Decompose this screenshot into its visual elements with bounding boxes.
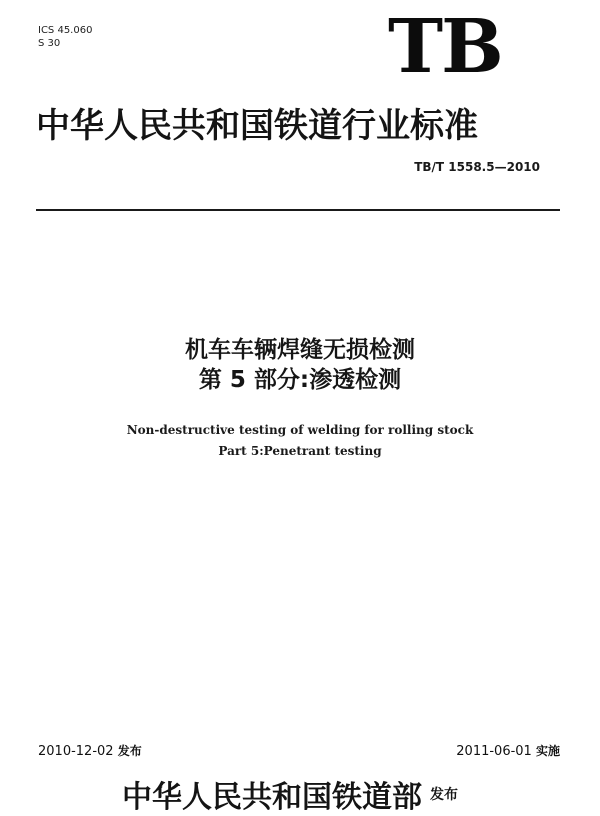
implementation-date-suffix: 实施 bbox=[535, 744, 560, 758]
title-cn-line1: 机车车辆焊缝无损检测 bbox=[185, 337, 415, 363]
title-cn-line2: 第 5 部分:渗透检测 bbox=[198, 367, 402, 393]
standard-number: TB/T 1558.5—2010 bbox=[414, 160, 540, 174]
ics-code: ICS 45.060 bbox=[38, 25, 93, 36]
publisher-suffix: 发布 bbox=[430, 787, 458, 803]
category-code: S 30 bbox=[38, 38, 61, 49]
tb-logo: TB bbox=[388, 4, 502, 90]
issue-date bbox=[38, 743, 142, 760]
issue-date-value: 2010-12-02 bbox=[38, 744, 114, 759]
issuer-title: 中华人民共和国铁道行业标准 bbox=[36, 106, 478, 146]
implementation-date-value: 2011-06-01 bbox=[456, 744, 532, 759]
classification-codes bbox=[38, 24, 92, 50]
title-en-line1: Non-destructive testing of welding for rolling stock bbox=[126, 423, 474, 437]
implementation-date bbox=[456, 743, 560, 760]
issue-date-suffix: 发布 bbox=[117, 744, 142, 758]
publisher bbox=[122, 777, 458, 816]
title-en-line2: Part 5:Penetrant testing bbox=[218, 444, 382, 458]
publisher-name: 中华人民共和国铁道部 bbox=[122, 780, 422, 815]
header-divider bbox=[36, 209, 560, 211]
